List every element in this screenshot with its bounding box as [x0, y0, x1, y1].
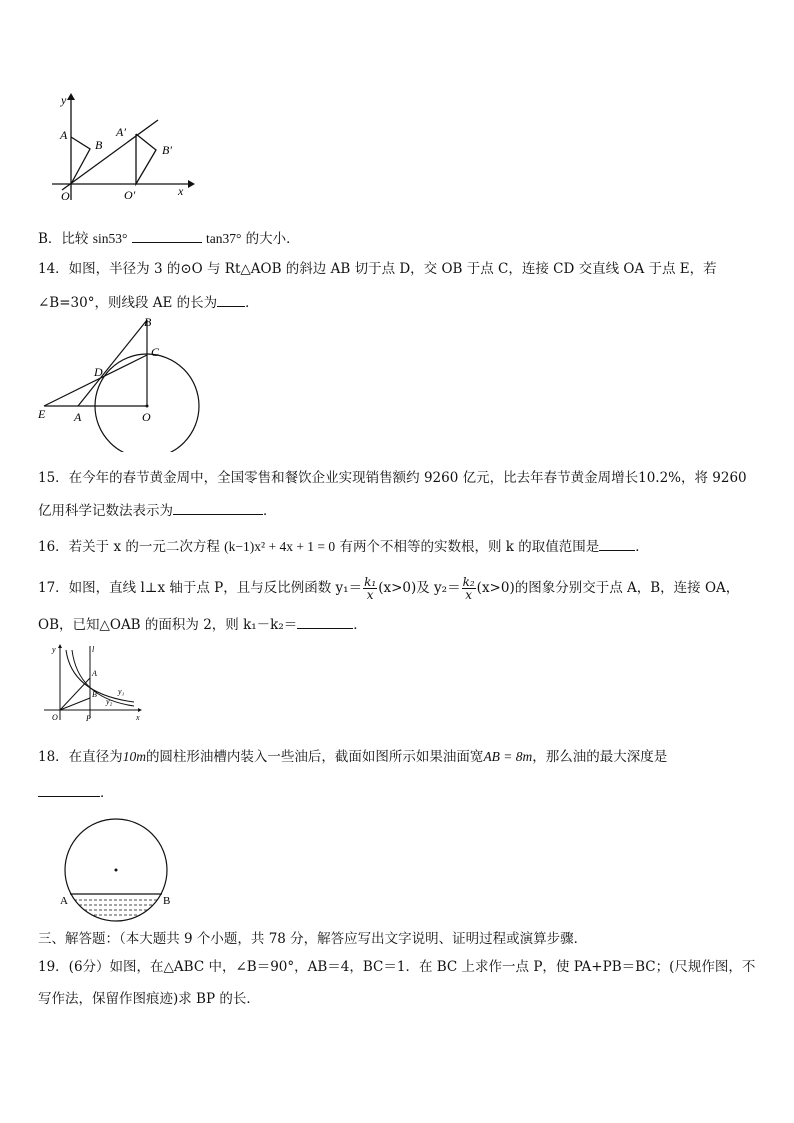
- q17-text-line2: OB，已知△OAB 的面积为 2，则 k₁－k₂＝: [38, 617, 298, 633]
- question-16: [38, 536, 649, 556]
- fig14-label-e: E: [38, 407, 46, 421]
- fig13-label-o-prime: O′: [124, 188, 136, 202]
- q16-equation: (k−1)x² + 4x + 1 = 0: [224, 539, 336, 554]
- question-17-line1: [38, 576, 739, 601]
- q16-answer-blank[interactable]: [599, 536, 635, 551]
- fig14-label-b: B: [144, 315, 152, 329]
- q13b-sin: sin53°: [92, 231, 128, 246]
- q15-text: 亿用科学记数法表示为: [38, 503, 173, 519]
- fig13-label-y: y: [61, 93, 67, 107]
- question-17-line2: [38, 614, 367, 634]
- q17-frac-k2: [462, 576, 476, 601]
- fig13-label-b: B: [95, 138, 103, 152]
- q17-frac-k1: [363, 576, 377, 601]
- q13b-suffix: 的大小．: [245, 231, 300, 247]
- fig17-label-l: l: [92, 645, 95, 654]
- figure-18-oil-tank: [54, 816, 184, 936]
- fig13-label-a-prime: A′: [116, 125, 126, 139]
- question-19-line1: 19．(6分）如图，在△ABC 中，∠B＝90°，AB＝4，BC＝1．在 BC 上求作一点 P，使 PA+PB＝BC；(尺规作图，不: [38, 959, 756, 975]
- fig17-label-b: B: [92, 690, 97, 699]
- fig13-label-o: O: [61, 189, 70, 203]
- question-13b: [38, 228, 300, 248]
- figure-14-circle-triangle: [34, 314, 204, 452]
- fig13-label-b-prime: B′: [162, 143, 172, 157]
- q17-end: ．: [353, 617, 367, 633]
- fig17-label-y1: y₁: [118, 687, 125, 696]
- section-3-heading: 三、解答题：（本大题共 9 个小题，共 78 分，解答应写出文字说明、证明过程或演算步骤．: [38, 931, 588, 947]
- fig17-label-y2: y₂: [106, 697, 113, 706]
- fig14-label-d: D: [94, 365, 103, 379]
- fig18-label-a: A: [60, 895, 68, 907]
- fig14-label-a: A: [74, 410, 82, 424]
- q17-text-b: (x>0)及 y₂＝: [378, 580, 461, 596]
- fig13-label-a: A: [60, 128, 68, 142]
- q14-end: ．: [245, 295, 259, 311]
- q18-text-b: 的圆柱形油槽内装入一些油后，截面如图所示如果油面宽: [145, 749, 484, 765]
- question-14-line2: [38, 292, 259, 312]
- q14-text: ∠B=30°，则线段 AE 的长为: [38, 295, 218, 311]
- question-15-line1: 15．在今年的春节黄金周中，全国零售和餐饮企业实现销售额约 9260 亿元，比去年春节黄金周增长10.2%，将 9260: [38, 470, 747, 486]
- q13b-answer-blank[interactable]: [132, 228, 202, 243]
- fig18-label-b: B: [163, 895, 171, 907]
- fig13-label-x: x: [178, 184, 184, 198]
- q18-end: ．: [100, 785, 114, 801]
- q13b-tan: tan37°: [205, 231, 242, 246]
- q15-answer-blank[interactable]: [173, 500, 263, 515]
- question-19-line2: 写作法，保留作图痕迹)求 BP 的长．: [38, 991, 260, 1007]
- fig17-label-p: P: [86, 714, 91, 723]
- q17-k2: k₂: [462, 575, 475, 589]
- q18-answer-blank[interactable]: [38, 782, 100, 797]
- q17-k1: k₁: [364, 575, 377, 589]
- q17-text-a: 17．如图，直线 l⊥x 轴于点 P，且与反比例函数 y₁＝: [38, 580, 363, 596]
- fig14-label-c: C: [151, 345, 160, 359]
- q17-x2: x: [465, 588, 473, 602]
- q17-answer-blank[interactable]: [297, 614, 353, 629]
- figure-13-coordinate: [40, 92, 200, 207]
- q18-ab: AB = 8m: [483, 749, 533, 764]
- q18-text-a: 18．在直径为: [38, 749, 123, 765]
- q16-text-b: 有两个不相等的实数根，则 k 的取值范围是: [339, 539, 600, 555]
- q15-end: ．: [263, 503, 277, 519]
- question-14-line1: 14．如图，半径为 3 的⊙O 与 Rt△AOB 的斜边 AB 切于点 D，交 OB 于点 C，连接 CD 交直线 OA 于点 E，若: [38, 261, 717, 277]
- question-18-line2: [38, 782, 114, 802]
- q17-text-c: (x>0)的图象分别交于点 A，B，连接 OA，: [476, 580, 740, 596]
- fig17-label-y: y: [52, 645, 56, 654]
- figure-17-hyperbola: [38, 642, 144, 724]
- q18-text-c: ，那么油的最大深度是: [532, 749, 668, 765]
- q14-answer-blank[interactable]: [217, 292, 245, 307]
- fig14-label-o: O: [142, 410, 151, 424]
- fig17-label-o: O: [52, 713, 58, 722]
- question-18-line1: [38, 748, 667, 766]
- fig17-label-a: A: [92, 669, 97, 678]
- q13b-prefix: B．比较: [38, 231, 89, 247]
- q16-text-a: 16．若关于 x 的一元二次方程: [38, 539, 220, 555]
- q17-x1: x: [366, 588, 374, 602]
- q16-end: ．: [635, 539, 649, 555]
- fig17-label-x: x: [136, 713, 140, 722]
- q18-diameter: 10m: [122, 749, 146, 764]
- question-15-line2: [38, 500, 277, 520]
